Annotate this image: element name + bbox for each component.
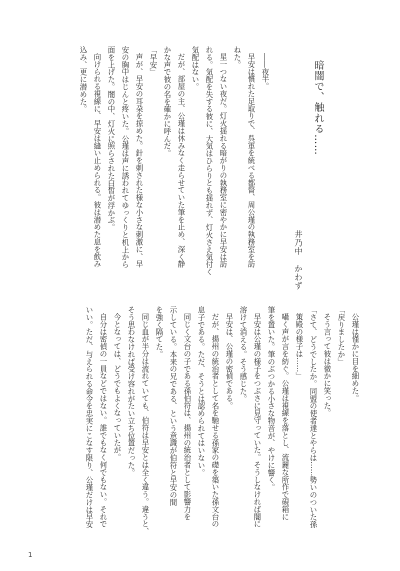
page-number: 1 [28,551,33,559]
lower-text-line: 策殿の様子は……」 [295,313,304,380]
lower-text-line: 囁く声が言を紡ぐ。公瑾は視線を落とし、流麗な所作で硯箱に [281,313,290,521]
upper-text-line: 声が、早安の耳朶を掠めた。針を刺された様な小さな刺激に、早 [135,53,144,268]
lower-text-line: 早安は公瑾の様子をつぶさに見守っていた。そうしなければ闇に [253,313,262,528]
lower-text-line: 自分は密偵の一員などではない。誰でもなく何でもない。それで [99,313,108,528]
upper-text-line: かな声で彼の名を確かに呼んだ。 [163,46,172,157]
lower-text-line: を強く隔てた。 [155,306,164,358]
lower-text-line: 同じ血が半分は流れていても、伯符は早安とは全く違う。違うと、 [141,313,150,536]
upper-text-line: 早安は慣れた足取りで、呉軍を統べる都督、周公瑾の執務室を訪 [247,53,256,268]
lower-text-line: いい。ただ、与えられる命令を忠実にこなす限り、公瑾だけは早安 [85,306,94,528]
upper-text-line: 安の胸中はじんと疼いた。公瑾は声に誘われてゆっくりと机上から [121,46,130,268]
lower-text-line: 公瑾は僅かに目を細めた。 [351,313,360,403]
upper-text-line: 気配はない。 [191,46,200,91]
upper-text-line: だが、部屋の主、公瑾は休みなく走らせていた筆を止め、深く静 [177,53,186,268]
lower-text-line: 息子である。ただ、そうとは認められてはいない。 [197,306,206,477]
lower-text-line: 示している。本来の兄である、という意識が伯符と早安の間 [169,306,178,506]
lower-text-block [82,306,362,538]
lower-text-line: 早安は、公瑾の密偵である。 [225,313,234,410]
upper-text-line: 向けられる視線に、早安は縫い止められる。彼は潜めた息を飲み [93,53,102,268]
lower-text-line: 溶けて消える。そう感じた。 [239,306,248,403]
lower-text-line: 同じく文台の子である孫伯符は、揚州の統治者として影響力を [183,313,192,521]
upper-text-line: 面を上げた。闇の中、灯火に照らされた白皙が浮かぶ。 [107,46,116,231]
lower-text-line: 「さて、どうでしたか。同盟の使者達とやらは……勢いのついた孫 [309,306,318,528]
lower-text-line: だが、揚州の統治者として名を馳せる孫家の礎を築いた孫文台の [211,313,220,528]
upper-text-line: 込み、更に潜めた。 [79,46,88,113]
upper-text-line: 「早安」 [149,46,158,76]
upper-text-line: ――夜半。 [261,53,270,91]
upper-text-block [76,46,272,278]
lower-text-line: そう思わなければ受け容れがたい立ち位置だった。 [127,306,136,477]
lower-text-line: 筆を置いた。筆のぶつかる小さな物音が、やけに響く。 [267,306,276,491]
lower-text-line: そう言って彼は微かに笑った。 [323,313,332,417]
upper-text-line: 星一つない夜だ。灯火揺れる暗がりの執務室に密やかに早安は訪 [219,53,228,268]
page-title: 暗闇で、触れる…… [312,60,323,156]
author-name: 井乃中 かわず [294,230,303,291]
upper-text-line: ねた。 [233,46,242,69]
upper-text-line: れる。気配を失する彼に、大気はひらりとも揺れず、灯火さえ気付く [205,46,214,276]
lower-text-line: 「戻りましたか」 [337,306,346,366]
lower-text-line: 今となっては、どうでもよくなっていたが。 [113,313,122,462]
